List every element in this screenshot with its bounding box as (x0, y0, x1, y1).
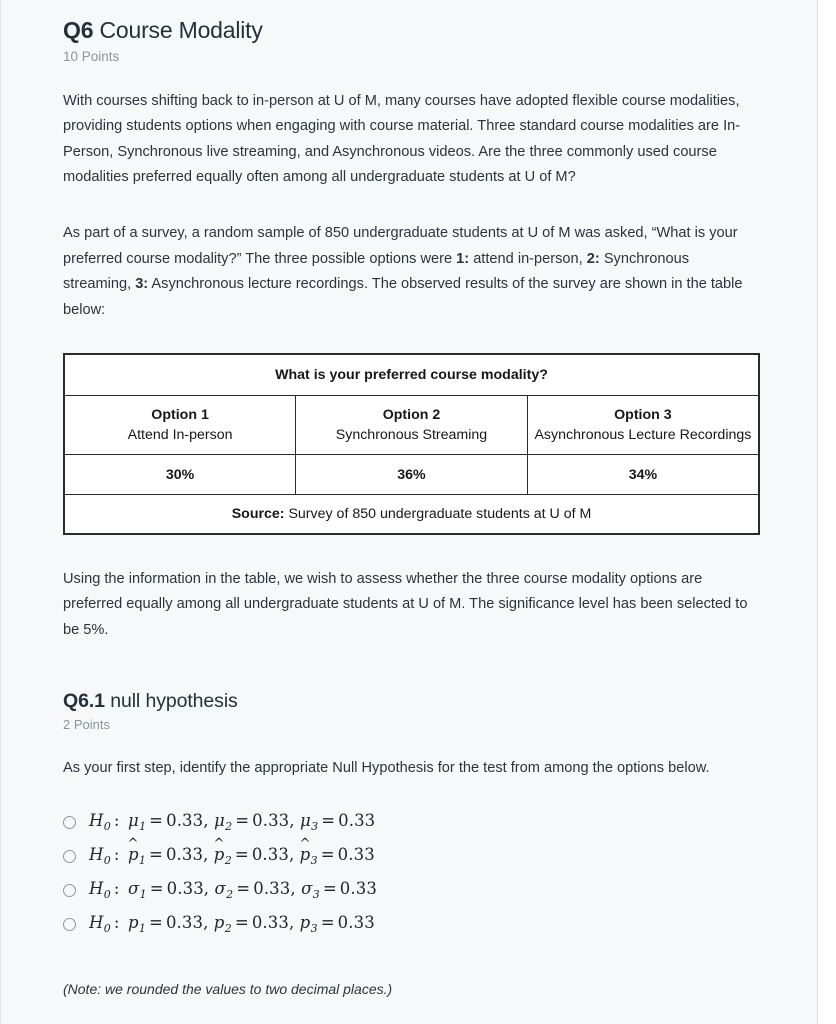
table-source-cell (64, 495, 759, 535)
para2-seg4: Asynchronous lecture recordings. The observed results of the survey are shown in the table below: (63, 276, 743, 318)
page-title (63, 16, 757, 45)
para2-bold-3: 3: (135, 276, 149, 293)
answer-choice-mu[interactable] (63, 805, 757, 839)
table-cell-percent-1: 30% (64, 455, 296, 495)
hypothesis-subscript-p: 0 (103, 921, 111, 935)
table-cell-option-2 (296, 396, 528, 455)
table-percent-row (64, 455, 759, 495)
choice-sigma-value-2: 0.33 (253, 879, 291, 899)
radio-button-icon[interactable] (63, 918, 76, 931)
hypothesis-symbol-sigma: H (89, 879, 104, 899)
answer-choice-p[interactable] (63, 907, 757, 941)
option-3-description: Asynchronous Lecture Recordings (534, 427, 752, 443)
hypothesis-symbol-p: H (89, 913, 104, 933)
answer-choice-list (63, 805, 757, 941)
subquestion-title (63, 689, 757, 713)
choice-sigma-value-3: 0.33 (339, 879, 377, 899)
survey-table-wrapper (63, 353, 757, 535)
table-cell-option-3 (527, 396, 759, 455)
table-cell-option-1 (64, 396, 296, 455)
choice-mu-symbol-1: μ (127, 811, 139, 831)
subquestion-title-text: null hypothesis (104, 690, 238, 713)
option-1-label: Option 1 (151, 407, 209, 423)
choice-p-value-2: 0.33 (251, 913, 289, 933)
question-paragraph-3: Using the information in the table, we wish to assess whether the three course modality options are preferred equally among all undergraduate students at U of M. The significance level has been selected to be 5%. (63, 571, 748, 638)
rounding-note: (Note: we rounded the values to two decimal places.) (63, 981, 393, 997)
option-3-label: Option 3 (614, 407, 672, 423)
source-label: Source: (231, 506, 285, 522)
para2-seg3: Synchronous streaming, (63, 250, 690, 293)
answer-choice-mu-formula: $H_0$ : $\mu_1 = 0.33$, $\mu_2 = 0.33$, $\mu_3 = 0.33$ (89, 811, 376, 833)
choice-phat-value-2: 0.33 (251, 845, 289, 865)
question-points: 10 Points (63, 48, 120, 64)
choice-phat-value-1: 0.33 (165, 845, 204, 865)
answer-choice-phat-formula: $H_0$ : ^ $p_1 = 0.33$, ^ $p_2 = 0.33$, ^ $p_3 = 0.33$ (89, 845, 375, 866)
para2-bold-1: 1: (456, 250, 470, 267)
hypothesis-symbol-mu: H (89, 811, 104, 831)
answer-choice-sigma-formula: $H_0$ : $\sigma_1 = 0.33$, $\sigma_2 = 0.33$, $\sigma_3 = 0.33$ (89, 879, 377, 901)
option-1-description: Attend In-person (127, 427, 233, 443)
hypothesis-symbol-phat: H (89, 845, 104, 865)
table-header-row (64, 354, 759, 396)
answer-choice-p-formula: $H_0$ : $p_1 = 0.33$, $p_2 = 0.33$, $p_3 = 0.33$ (89, 913, 375, 935)
choice-phat-value-3: 0.33 (337, 845, 375, 865)
table-source-row (64, 495, 759, 535)
table-cell-percent-2: 36% (296, 455, 528, 495)
survey-table (63, 353, 760, 535)
subquestion-number: Q6.1 (63, 690, 105, 713)
para2-bold-2: 2: (586, 250, 600, 267)
choice-p-symbol-1: p (127, 913, 139, 933)
hypothesis-subscript-mu: 0 (103, 819, 111, 833)
choice-sigma-value-1: 0.33 (166, 879, 204, 899)
choice-mu-value-2: 0.33 (252, 811, 290, 831)
para2-seg2: attend in-person, (469, 250, 587, 267)
question-number: Q6 (63, 17, 94, 43)
option-2-description: Synchronous Streaming (335, 427, 488, 443)
choice-phat-symbol-1: ^ p (128, 845, 139, 864)
hypothesis-subscript-phat: 0 (103, 853, 111, 867)
question-title-text: Course Modality (93, 17, 263, 43)
table-option-row (64, 396, 759, 455)
choice-p-value-3: 0.33 (337, 913, 375, 933)
hypothesis-subscript-sigma: 0 (103, 887, 111, 901)
section-spacer (63, 643, 757, 689)
radio-button-icon[interactable] (63, 816, 76, 829)
choice-sigma-symbol-1: σ (127, 879, 140, 899)
radio-button-icon[interactable] (63, 884, 76, 897)
option-2-label: Option 2 (382, 407, 441, 423)
question-paragraph-1: With courses shifting back to in-person at U of M, many courses have adopted flexible course modalities, providing students options when engaging with course material. Three standard course modalities are In-Person, Synchronous live streaming, and Asynchronous videos. Are the three commonly used course modalities preferred equally often among all undergraduate students at U of M? (63, 92, 741, 185)
subquestion-prompt: As your first step, identify the appropriate Null Hypothesis for the test from among the options below. (63, 759, 710, 776)
source-text: Survey of 850 undergraduate students at U of M (284, 506, 592, 522)
choice-mu-value-1: 0.33 (166, 811, 204, 831)
subquestion-points: 2 Points (63, 716, 110, 732)
question-paragraph-2 (63, 221, 757, 323)
choice-mu-value-3: 0.33 (338, 811, 376, 831)
table-header-cell: What is your preferred course modality? (64, 354, 759, 396)
answer-choice-phat[interactable] (63, 839, 757, 873)
radio-button-icon[interactable] (63, 850, 76, 863)
choice-p-value-1: 0.33 (165, 913, 204, 933)
para2-seg1: As part of a survey, a random sample of 850 undergraduate students at U of M was asked, “What is your preferred course modality?” The three possible options were (63, 225, 738, 267)
answer-choice-sigma[interactable] (63, 873, 757, 907)
question-content (1, 0, 817, 997)
table-cell-percent-3: 34% (527, 455, 759, 495)
